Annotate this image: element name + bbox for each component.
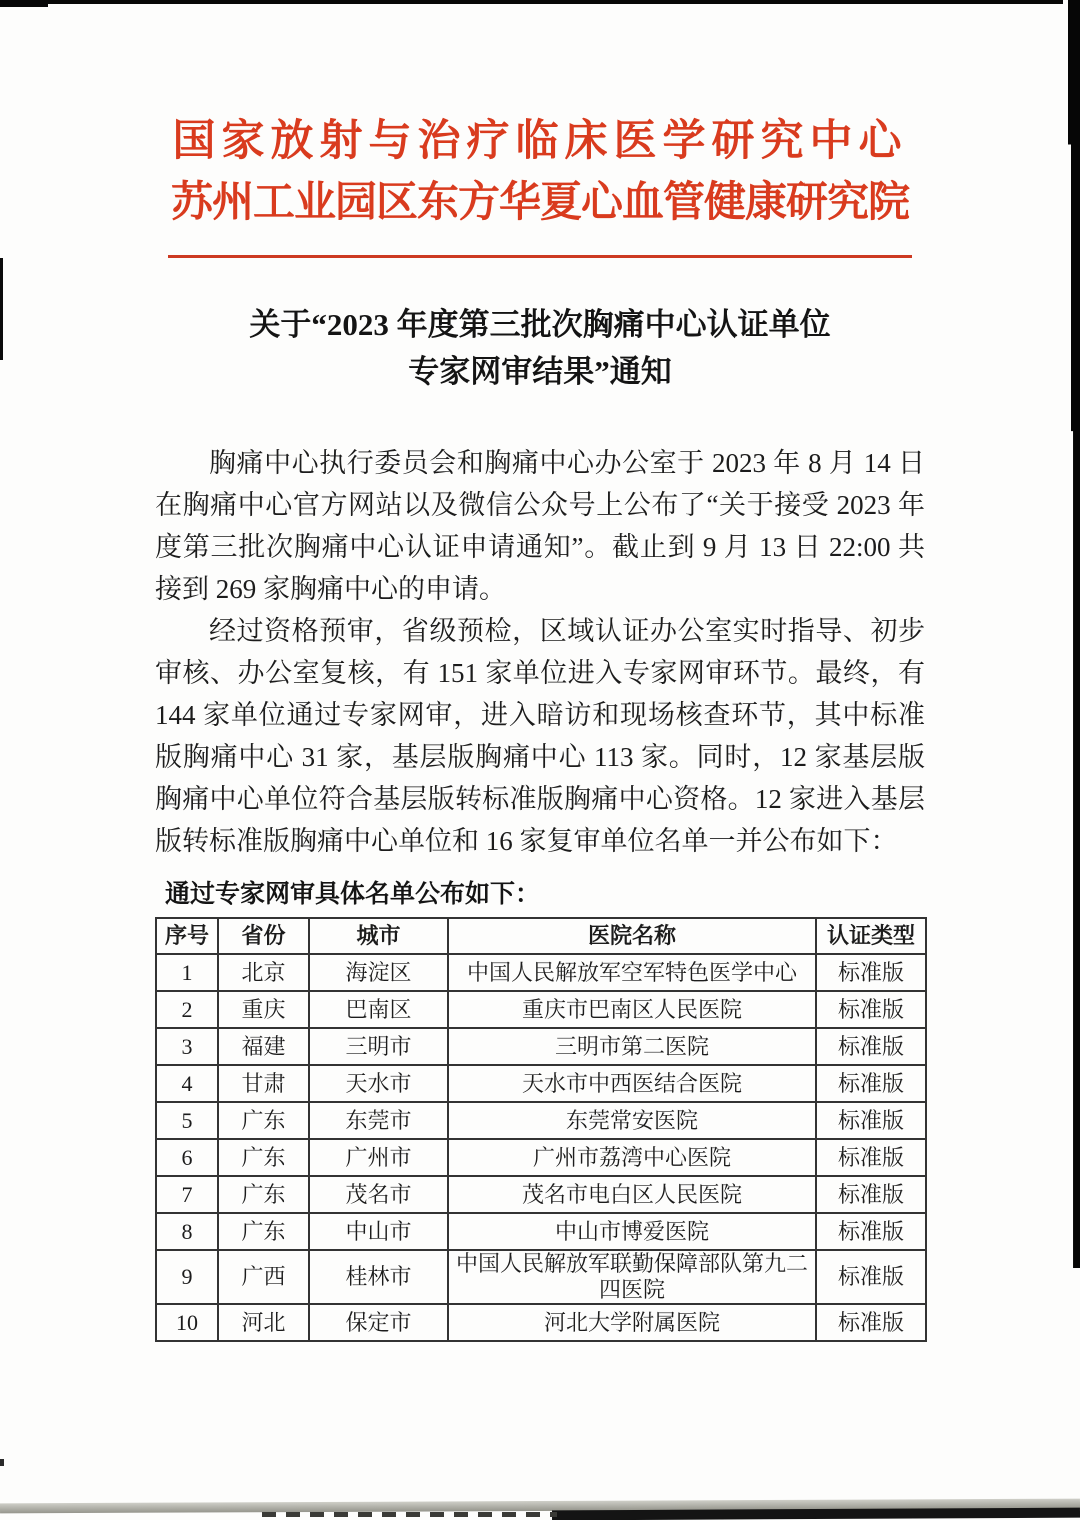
province-cell: 重庆 (218, 991, 309, 1028)
table-row (156, 1176, 926, 1213)
city-cell: 中山市 (309, 1213, 448, 1250)
document-title (0, 301, 1080, 395)
row-number-cell: 1 (156, 954, 218, 991)
city-cell: 东莞市 (309, 1102, 448, 1139)
hospital-name-cell: 茂名市电白区人民医院 (448, 1176, 816, 1213)
province-cell: 甘肃 (218, 1065, 309, 1102)
city-cell: 广州市 (309, 1139, 448, 1176)
column-header: 医院名称 (448, 918, 816, 954)
scan-artifact-bottom-dashes (262, 1512, 557, 1517)
hospital-name-cell: 东莞常安医院 (448, 1102, 816, 1139)
table-row (156, 1213, 926, 1250)
cert-type-cell: 标准版 (816, 1213, 926, 1250)
hospital-name-cell: 中山市博爱医院 (448, 1213, 816, 1250)
row-number-cell: 2 (156, 991, 218, 1028)
city-cell: 三明市 (309, 1028, 448, 1065)
scan-artifact-top-edge (0, 0, 1063, 4)
table-row (156, 1102, 926, 1139)
cert-type-cell: 标准版 (816, 1176, 926, 1213)
table-row (156, 1139, 926, 1176)
city-cell: 茂名市 (309, 1176, 448, 1213)
row-number-cell: 10 (156, 1304, 218, 1341)
cert-type-cell: 标准版 (816, 1028, 926, 1065)
city-cell: 天水市 (309, 1065, 448, 1102)
letterhead (0, 112, 1080, 234)
cert-type-cell: 标准版 (816, 1139, 926, 1176)
row-number-cell: 6 (156, 1139, 218, 1176)
table-row (156, 954, 926, 991)
row-number-cell: 9 (156, 1250, 218, 1304)
city-cell: 桂林市 (309, 1250, 448, 1304)
hospital-name-cell: 天水市中西医结合医院 (448, 1065, 816, 1102)
notice-paragraph-1: 胸痛中心执行委员会和胸痛中心办公室于 2023 年 8 月 14 日在胸痛中心官方网站以及微信公众号上公布了“关于接受 2023 年度第三批次胸痛中心认证申请通知”。截止到 9 月 13 日 22:00 共接到 269 家胸痛中心的申请。 (155, 448, 925, 604)
hospital-name-cell: 中国人民解放军空军特色医学中心 (448, 954, 816, 991)
scan-artifact-top-left-corner (0, 0, 48, 7)
city-cell: 海淀区 (309, 954, 448, 991)
cert-type-cell: 标准版 (816, 991, 926, 1028)
column-header: 省份 (218, 918, 309, 954)
hospital-name-cell: 重庆市巴南区人民医院 (448, 991, 816, 1028)
cert-type-cell: 标准版 (816, 954, 926, 991)
cert-type-cell: 标准版 (816, 1304, 926, 1341)
column-header: 城市 (309, 918, 448, 954)
results-table (155, 917, 927, 1342)
hospital-name-cell: 河北大学附属医院 (448, 1304, 816, 1341)
column-header: 序号 (156, 918, 218, 954)
letterhead-line-2: 苏州工业园区东方华夏心血管健康研究院 (170, 180, 909, 226)
row-number-cell: 5 (156, 1102, 218, 1139)
province-cell: 北京 (218, 954, 309, 991)
hospital-name-cell: 三明市第二医院 (448, 1028, 816, 1065)
city-cell: 巴南区 (309, 991, 448, 1028)
row-number-cell: 4 (156, 1065, 218, 1102)
table-row (156, 1304, 926, 1341)
table-row (156, 1065, 926, 1102)
column-header: 认证类型 (816, 918, 926, 954)
letterhead-line-1: 国家放射与治疗临床医学研究中心 (172, 118, 908, 165)
row-number-cell: 3 (156, 1028, 218, 1065)
document-title-line-1: 关于“2023 年度第三批次胸痛中心认证单位 (249, 307, 831, 342)
notice-body (155, 442, 925, 862)
scan-artifact-bottom-shadow (552, 1508, 1080, 1520)
cert-type-cell: 标准版 (816, 1102, 926, 1139)
hospital-name-cell: 中国人民解放军联勤保障部队第九二四医院 (448, 1250, 816, 1304)
notice-paragraph-2: 经过资格预审，省级预检，区域认证办公室实时指导、初步审核、办公室复核，有 151 家单位进入专家网审环节。最终，有 144 家单位通过专家网审，进入暗访和现场核查环节，其中标准版胸痛中心 31 家，基层版胸痛中心 113 家。同时，12 家基层版胸痛中心单位符合基层版转标准版胸痛中心资格。12 家进入基层版转标准版胸痛中心单位和 16 家复审单位名单一并公布如下： (155, 616, 925, 856)
province-cell: 河北 (218, 1304, 309, 1341)
table-row (156, 991, 926, 1028)
cert-type-cell: 标准版 (816, 1250, 926, 1304)
province-cell: 广东 (218, 1213, 309, 1250)
table-header-row (156, 918, 926, 954)
province-cell: 广东 (218, 1176, 309, 1213)
province-cell: 广东 (218, 1139, 309, 1176)
city-cell: 保定市 (309, 1304, 448, 1341)
letterhead-divider-rule (168, 255, 912, 258)
hospital-name-cell: 广州市荔湾中心医院 (448, 1139, 816, 1176)
table-row (156, 1028, 926, 1065)
scan-artifact-left-mark (0, 1459, 4, 1466)
table-caption: 通过专家网审具体名单公布如下： (165, 881, 541, 908)
province-cell: 广西 (218, 1250, 309, 1304)
province-cell: 广东 (218, 1102, 309, 1139)
row-number-cell: 8 (156, 1213, 218, 1250)
document-title-line-2: 专家网审结果”通知 (408, 354, 672, 389)
table-row (156, 1250, 926, 1304)
row-number-cell: 7 (156, 1176, 218, 1213)
province-cell: 福建 (218, 1028, 309, 1065)
cert-type-cell: 标准版 (816, 1065, 926, 1102)
